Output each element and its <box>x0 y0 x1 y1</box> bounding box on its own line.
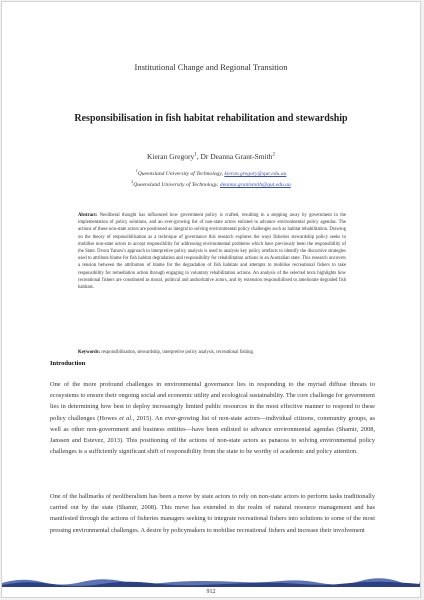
paragraph-text: One of the more profound challenges in environmental governance lies in responding to the myriad diffuse threats to ecosystems to ensure their ongoing social and economic utility and ecological sustainability. The core challenge for government lies in determining how best to deploy increasingly limited public resources in the most effective manner to respond to these policy challenges (Howes <box>50 381 375 422</box>
author-line <box>2 152 420 161</box>
paper-title: Responsibilisation in fish habitat rehabilitation and stewardship <box>74 113 348 124</box>
abstract-label: Abstract: <box>78 213 98 218</box>
affiliation-superscript: 2 <box>131 178 134 184</box>
affiliations <box>2 167 420 189</box>
keywords-text: responsibilisation, stewardship, interpretive policy analysis, recreational fishing. <box>100 350 255 355</box>
section-heading-introduction: Introduction <box>50 360 86 367</box>
abstract-text: Neoliberal thought has influenced how government policy is crafted, resulting in a stepping away by government in the implementation of policy solutions, and an ever-growing list of non-state actors enlisted to advance environmental policy agendas. The actions of these non-state actors are positioned as integral to solving environmental policy challenges such as habitat rehabilitation. Drawing on the theory of responsibilisation as a technique of governance this research explores the ways fisheries stewardship policy seeks to mobilise non-state actors to accept responsibility for addressing environmental problems which have previously been the responsibility of the State. Dvora Yanow's approach to interpretive policy analysis is used to analysis key policy artefacts to identify the discursive strategies used to attribute blame for fish habitat degradation and responsibility for rehabilitation actions in an Australian state. This research uncovers a tension between the attribution of blame for the degradation of fish habitats and attempts to mobilise recreational fishers to take responsibility for remediation action through engaging in voluntary rehabilitation actions. An analysis of the selected texts highlights how recreational fishers are constituted as moral, political and authoritative actors, and by extension responsibilised to ameliorate degraded fish habitats. <box>78 213 346 291</box>
author-separator: , <box>196 152 201 161</box>
wave-graphic <box>2 575 420 587</box>
keywords-label: Keywords: <box>78 350 101 355</box>
keywords <box>78 349 346 356</box>
affiliation-email-link[interactable]: kieran.gregory@qut.edu.au <box>224 170 287 177</box>
affiliation-institution: Queensland University of Technology, <box>137 170 223 177</box>
page-number: 912 <box>206 589 216 595</box>
paragraph-text: ., 2015). An ever-growing list of non-state actors—individual citizens, community groups, as well as other non-government and business entities—have been enlisted to advance environmental agendas (Shamir, 2008, Janssen and Estevez, 2013). This positioning of the actions of non-state actors as panacea to solving environmental policy challenges is a sufficiently significant shift of responsibility from the state to be worthy of academic and policy attention. <box>50 414 375 456</box>
citation-et-al: et al <box>119 414 132 422</box>
author-superscript: 2 <box>272 152 276 158</box>
affiliation-email-link[interactable]: deanna.grantsmith@qut.edu.au <box>219 181 291 188</box>
affiliation-line <box>2 178 420 189</box>
body-paragraph <box>50 379 375 457</box>
running-head: Institutional Change and Regional Transition <box>134 62 288 72</box>
abstract <box>78 212 346 291</box>
footer-wave-decoration <box>2 575 420 587</box>
affiliation-line <box>2 167 420 178</box>
author-name: Kieran Gregory <box>146 152 195 161</box>
affiliation-superscript: 1 <box>135 168 138 173</box>
author-name: Dr Deanna Grant-Smith <box>200 152 273 161</box>
author-superscript: 1 <box>194 152 197 158</box>
paper-page <box>1 1 421 598</box>
affiliation-institution: Queensland University of Technology, <box>133 181 219 188</box>
body-paragraph: One of the hallmarks of neoliberalism has been a move by state actors to rely on non-state actors to perform tasks traditionally carried out by the state (Shamir, 2008). This move has extended to the realm of natural resource management and has manifested through the actions of fisheries managers seeking to integrate recreational fishers into solutions to some of the most pressing environmental challenges. A desire by policymakers to mobilise recreational fishers and increase their involvement <box>50 493 375 534</box>
